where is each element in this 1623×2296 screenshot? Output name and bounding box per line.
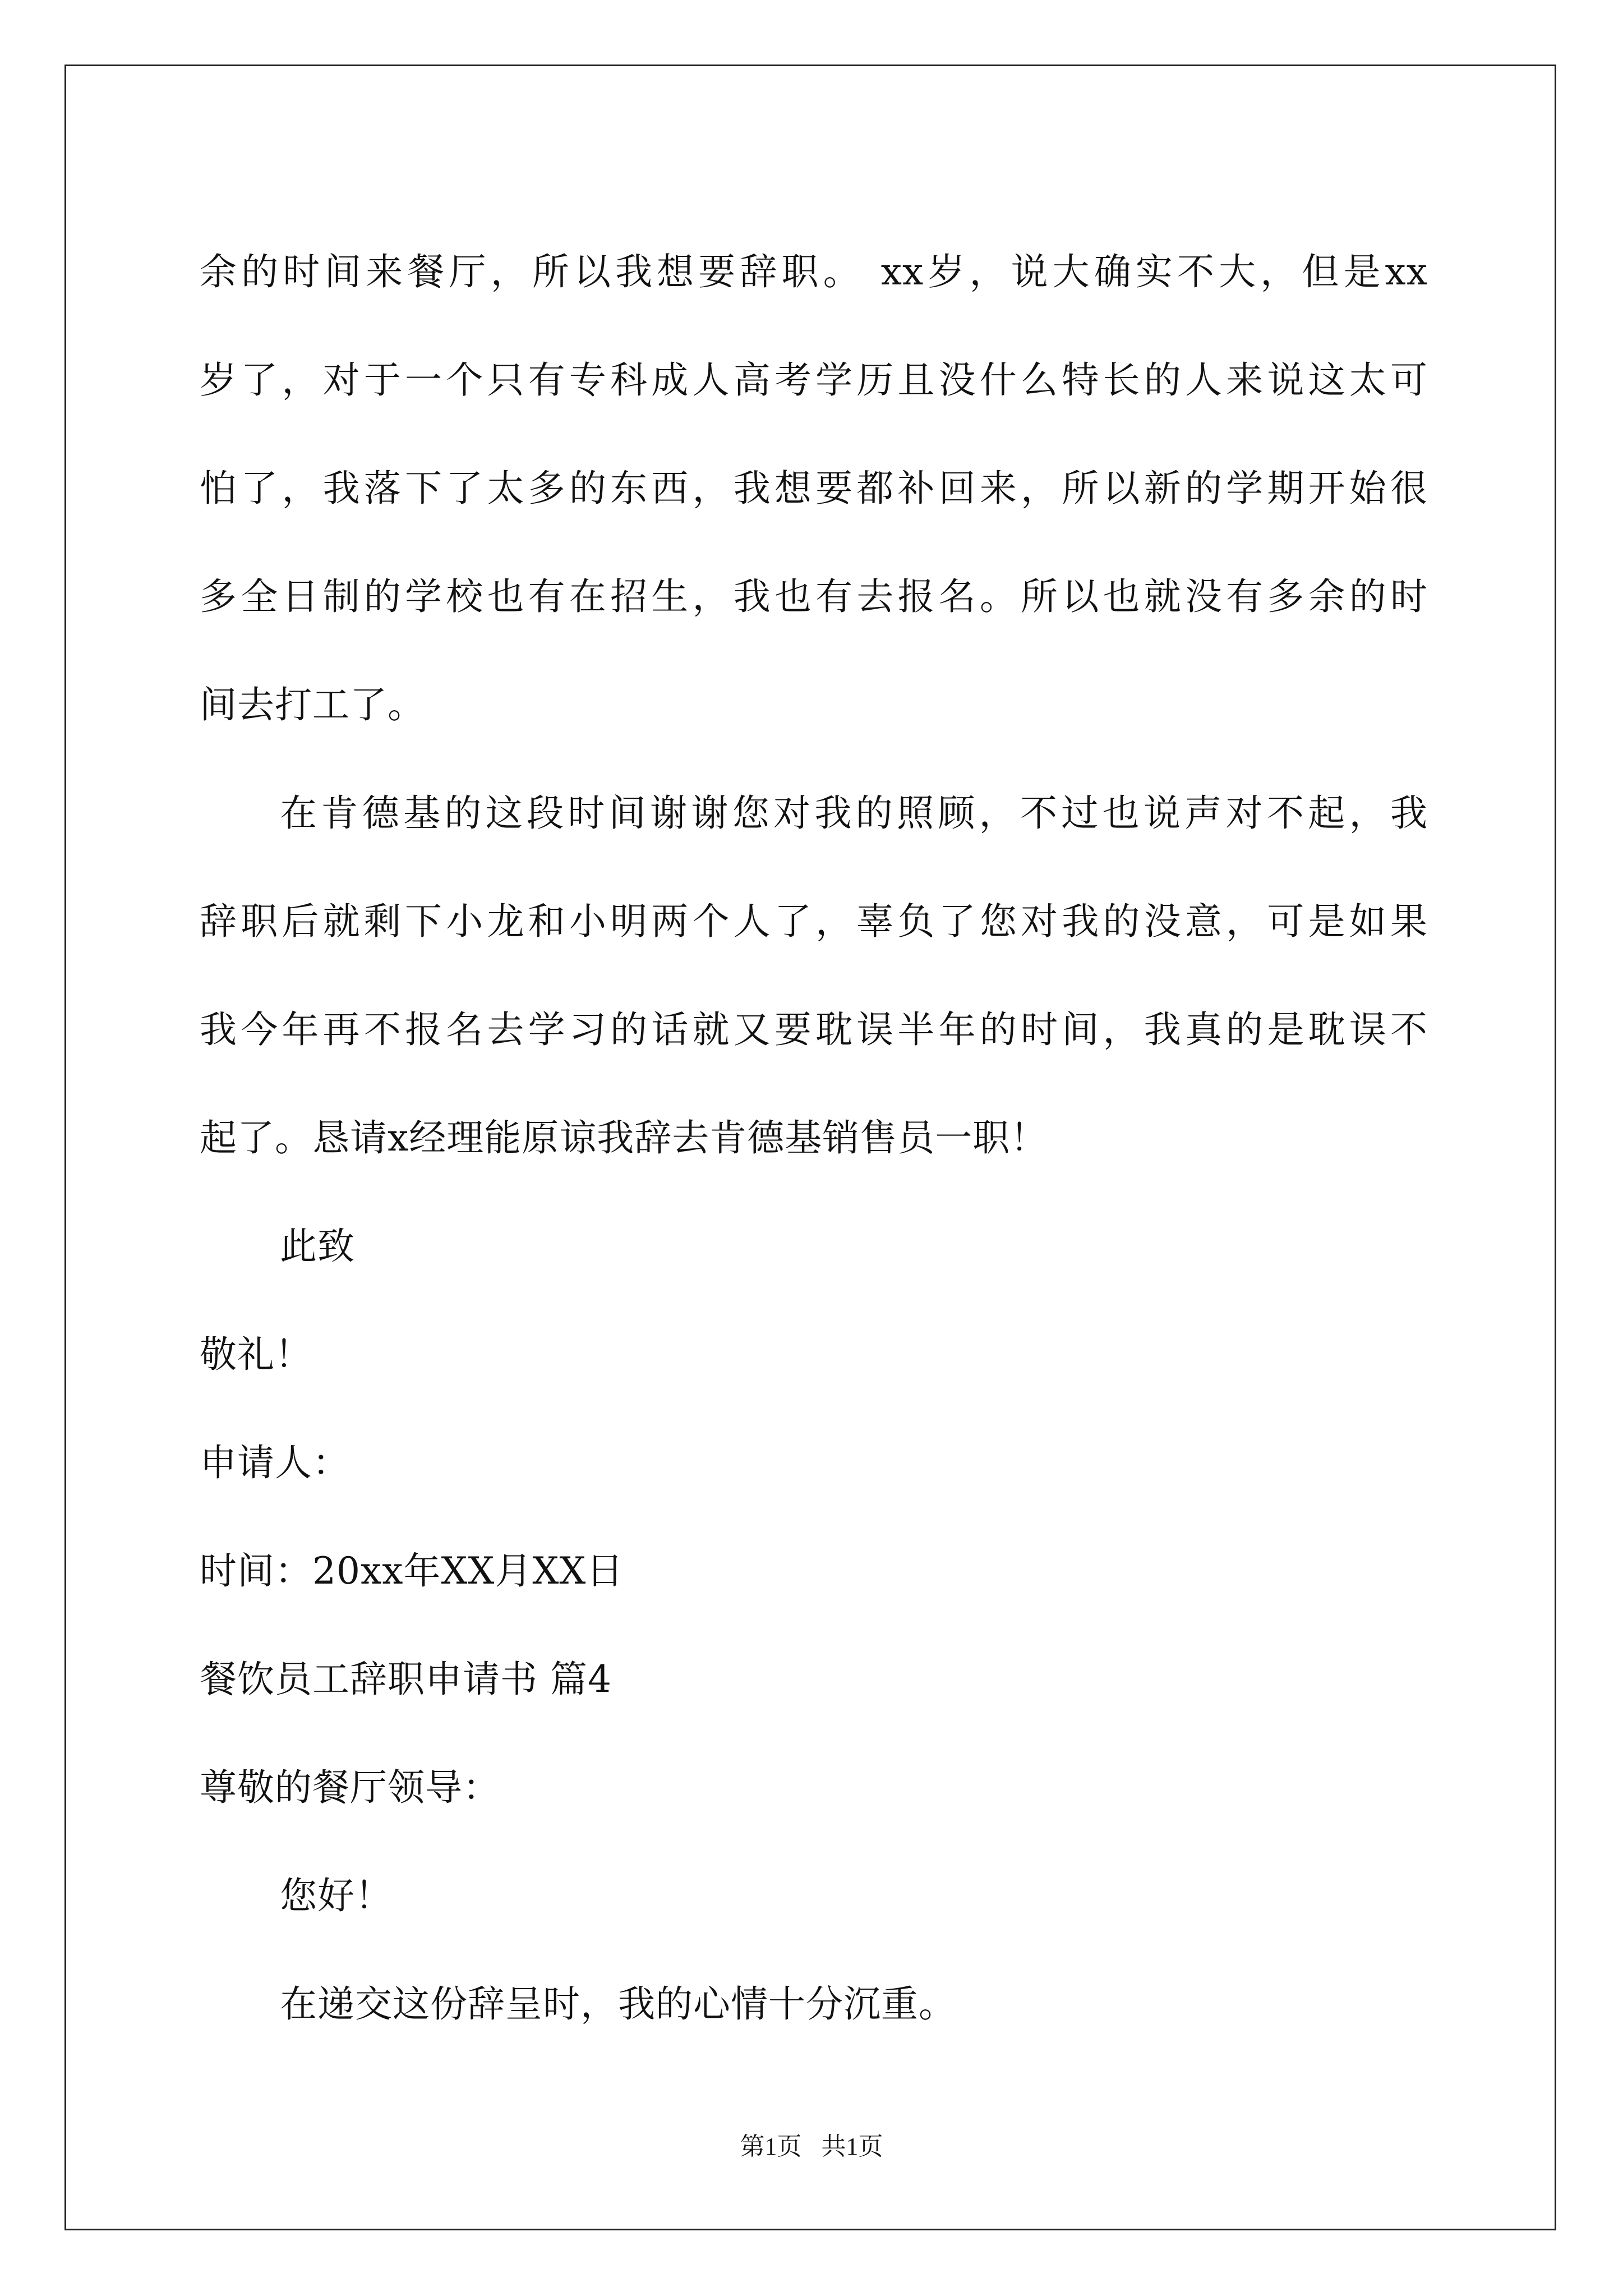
paragraph-line: 在递交这份辞呈时，我的心情十分沉重。	[280, 1982, 956, 2026]
paragraph-line: 起了。恳请x经理能原谅我辞去肯德基销售员一职！	[200, 1116, 1048, 1159]
paragraph-line: 岁了，对于一个只有专科成人高考学历且没什么特长的人来说这太可	[200, 358, 1428, 402]
paragraph-line: 余的时间来餐厅，所以我想要辞职。 xx岁，说大确实不大，但是xx	[200, 250, 1428, 293]
section-title: 餐饮员工辞职申请书 篇4	[200, 1658, 612, 1701]
date-line: 时间：20xx年XX月XX日	[200, 1549, 624, 1593]
paragraph-line: 我今年再不报名去学习的话就又要耽误半年的时间，我真的是耽误不	[200, 1008, 1428, 1051]
document-body	[200, 218, 1428, 2058]
page-total: 共1页	[821, 2133, 883, 2160]
paragraph-line: 辞职后就剩下小龙和小明两个人了，辜负了您对我的没意，可是如果	[200, 900, 1428, 943]
applicant-line: 申请人：	[200, 1441, 350, 1484]
greeting-recipient: 尊敬的餐厅领导：	[200, 1766, 500, 1809]
greeting-line: 您好！	[280, 1874, 393, 1917]
paragraph-line: 在肯德基的这段时间谢谢您对我的照顾，不过也说声对不起，我	[280, 792, 1428, 835]
page-number: 第1页	[740, 2133, 802, 2160]
closing-line: 此致	[280, 1225, 355, 1268]
salutation-line: 敬礼！	[200, 1333, 312, 1376]
paragraph-line: 多全日制的学校也有在招生，我也有去报名。所以也就没有多余的时	[200, 575, 1428, 618]
paragraph-line: 怕了，我落下了太多的东西，我想要都补回来，所以新的学期开始很	[200, 467, 1428, 510]
page-footer	[0, 2126, 1623, 2162]
paragraph-line: 间去打工了。	[200, 683, 425, 726]
